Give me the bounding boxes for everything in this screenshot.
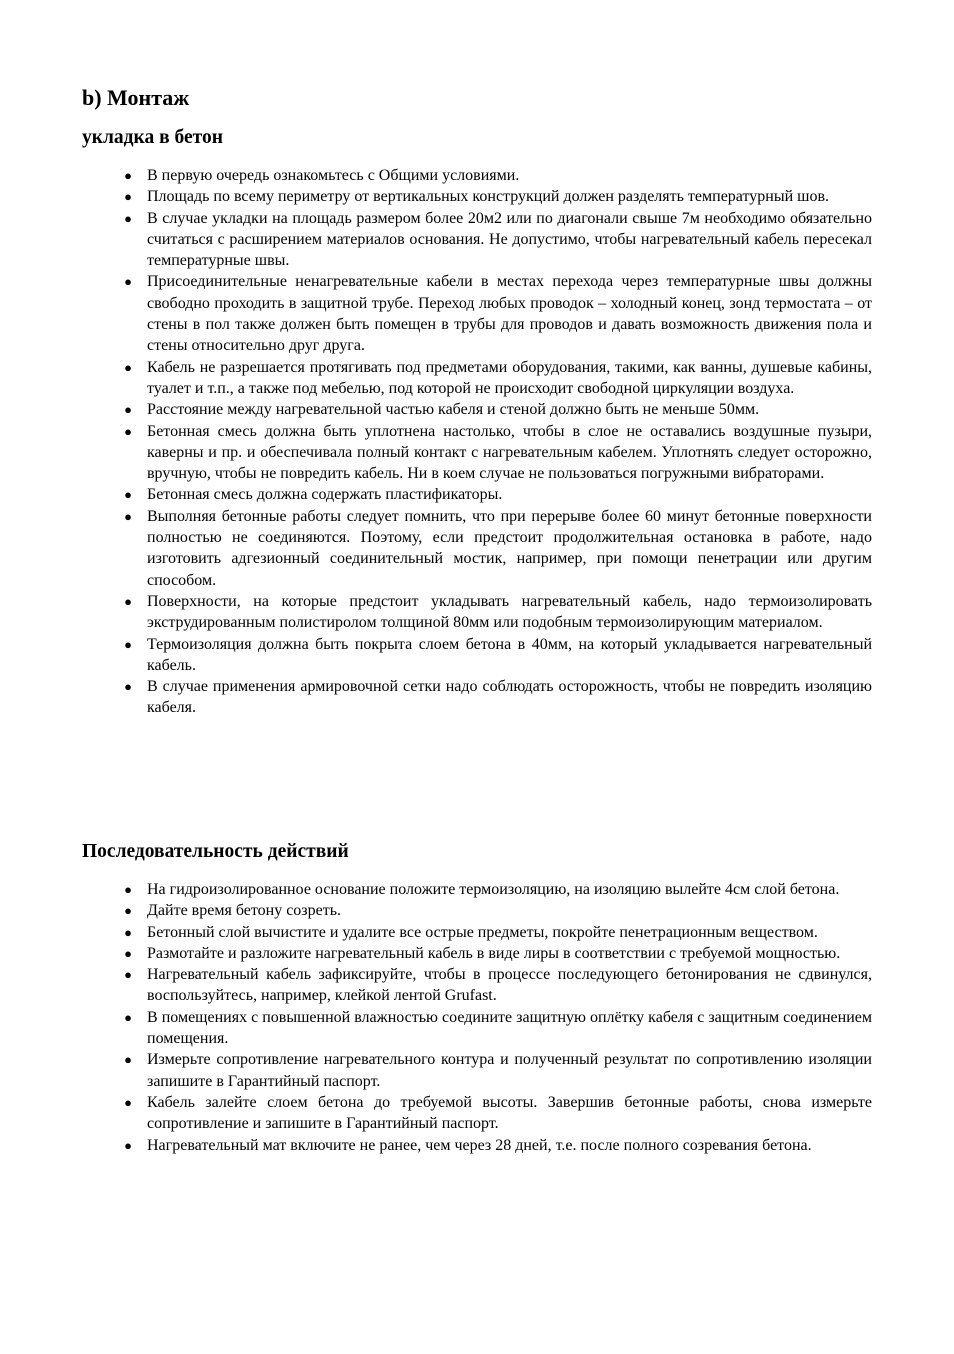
bullet-icon: ● — [124, 924, 132, 940]
list-item: ● Бетонный слой вычистите и удалите все острые предметы, покройте пенетрационным веществом. — [0, 922, 954, 943]
bullet-icon: ● — [124, 636, 132, 652]
bullet-icon: ● — [124, 593, 132, 609]
list-item: ● Нагревательный мат включите не ранее, чем через 28 дней, т.е. после полного созревания бетона. — [0, 1135, 954, 1156]
bullet-icon: ● — [124, 210, 132, 226]
list-item: ● В первую очередь ознакомьтесь с Общими условиями. — [0, 165, 954, 186]
bullet-icon: ● — [124, 1094, 132, 1110]
bullet-icon: ● — [124, 1009, 132, 1025]
bullet-icon: ● — [124, 882, 132, 897]
list-item: ● Дайте время бетону созреть. — [0, 900, 954, 921]
bullet-icon: ● — [124, 189, 132, 205]
bullet-icon: ● — [124, 423, 132, 439]
list-item: ● Присоединительные ненагревательные кабели в местах перехода через температурные швы должны свободно проходить в защитной трубе. Переход любых проводок – холодный конец, зонд термостата – от стены в пол также должен быть помещен в трубы для проводов и давать возможность движения пола и стены относительно друг друга. — [0, 271, 954, 356]
list-item: ● Термоизоляция должна быть покрыта слоем бетона в 40мм, на который укладывается нагревательный кабель. — [0, 634, 954, 677]
subsection-title-concrete: укладка в бетон — [82, 127, 223, 148]
list-item: ● В случае применения армировочной сетки надо соблюдать осторожность, чтобы не повредить изоляцию кабеля. — [0, 676, 954, 719]
bullet-icon: ● — [124, 359, 132, 375]
list-item: ● Бетонная смесь должна содержать пластификаторы. — [0, 484, 954, 505]
list-item: ● Размотайте и разложите нагревательный кабель в виде лиры в соответствии с требуемой мощностью. — [0, 943, 954, 964]
section-heading: b) Монтаж — [82, 85, 190, 110]
list-item: ● Измерьте сопротивление нагревательного контура и полученный результат по сопротивлению изоляции запишите в Гарантийный паспорт. — [0, 1049, 954, 1092]
bullet-icon: ● — [124, 487, 132, 503]
list-item: ● Нагревательный кабель зафиксируйте, чтобы в процессе последующего бетонирования не сдвинулся, воспользуйтесь, например, клейкой лентой Grufast. — [0, 964, 954, 1007]
bullet-icon: ● — [124, 1052, 132, 1068]
bullet-icon: ● — [124, 274, 132, 290]
list-item: ● В случае укладки на площадь размером более 20м2 или по диагонали свыше 7м необходимо обязательно считаться с расширением материалов основания. Не допустимо, чтобы нагревательный кабель пересекал температурные швы. — [0, 208, 954, 272]
bullet-icon: ● — [124, 168, 132, 183]
list-item: ● В помещениях с повышенной влажностью соедините защитную оплётку кабеля с защитным соединением помещения. — [0, 1007, 954, 1050]
list-item: ● Бетонная смесь должна быть уплотнена настолько, чтобы в слое не оставались воздушные пузыри, каверны и пр. и обеспечивала полный контакт с нагревательным кабелем. Уплотнять следует осторожно, вручную, чтобы не повредить кабель. Ни в коем случае не пользоваться погружными вибраторами. — [0, 421, 954, 485]
list-item: ● Расстояние между нагревательной частью кабеля и стеной должно быть не меньше 50мм. — [0, 399, 954, 420]
list-item: ● Площадь по всему периметру от вертикальных конструкций должен разделять температурный шов. — [0, 186, 954, 207]
bullet-icon: ● — [124, 402, 132, 418]
instructions-list-concrete — [0, 165, 954, 719]
list-item: ● Выполняя бетонные работы следует помнить, что при перерыве более 60 минут бетонные поверхности полностью не соединяются. Поэтому, если предстоит продолжительная остановка в работе, надо изготовить адгезионный соединительный мостик, например, при помощи пенетрации или другим способом. — [0, 506, 954, 591]
list-item: ● На гидроизолированное основание положите термоизоляцию, на изоляцию вылейте 4см слой бетона. — [0, 879, 954, 900]
bullet-icon: ● — [124, 903, 132, 919]
bullet-icon: ● — [124, 1137, 132, 1153]
bullet-icon: ● — [124, 679, 132, 695]
bullet-icon: ● — [124, 508, 132, 524]
instructions-list-sequence — [0, 879, 954, 1156]
bullet-icon: ● — [124, 945, 132, 961]
bullet-icon: ● — [124, 967, 132, 983]
list-item: ● Кабель не разрешается протягивать под предметами оборудования, такими, как ванны, душевые кабины, туалет и т.п., а также под мебелью, под которой не происходит свободной циркуляции воздуха. — [0, 357, 954, 400]
list-item: ● Поверхности, на которые предстоит укладывать нагревательный кабель, надо термоизолировать экструдированным полистиролом толщиной 80мм или подобным термоизолирующим материалом. — [0, 591, 954, 634]
list-item: ● Кабель залейте слоем бетона до требуемой высоты. Завершив бетонные работы, снова измерьте сопротивление и запишите в Гарантийный паспорт. — [0, 1092, 954, 1135]
subsection-title-sequence: Последовательность действий — [82, 841, 349, 862]
